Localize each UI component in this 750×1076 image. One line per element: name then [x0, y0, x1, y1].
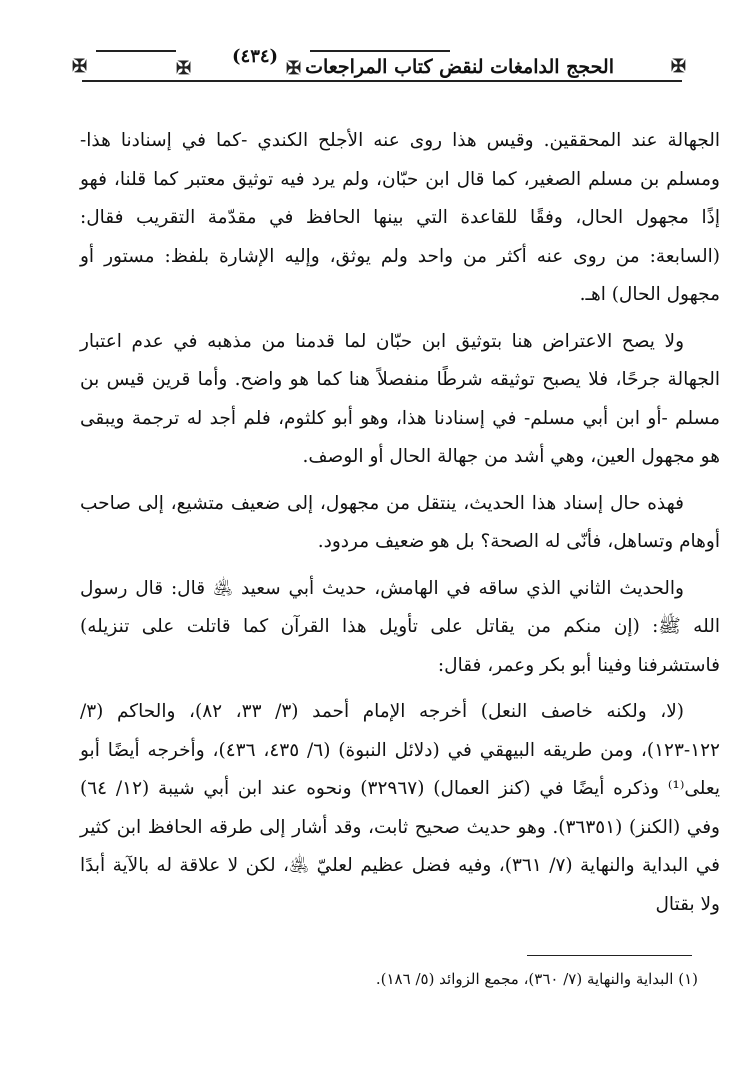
page-number: (٤٣٤) [232, 46, 279, 67]
paragraph-2: ولا يصح الاعتراض هنا بتوثيق ابن حبّان لما قدمنا من مذهبه في عدم اعتبار الجهالة جرحًا، فلا يصبح توثيقه شرطًا منفصلاً هنا كما هو واضح. وأما قرين قيس بن مسلم -أو ابن أبي مسلم- في إسنادنا هذا، وهو أبو كلثوم، فلم أجد له ترجمة ويبقى هو مجهول العين، وهي أشد من جهالة الحال أو الوصف. [80, 330, 720, 467]
footnote-separator [527, 955, 692, 956]
paragraph-5: (لا، ولكنه خاصف النعل) أخرجه الإمام أحمد (٣/ ٣٣، ٨٢)، والحاكم (٣/ ١٢٢-١٢٣)، ومن طريقه البيهقي في (دلائل النبوة) (٦/ ٤٣٥، ٤٣٦)، وأخرجه أيضًا أبو يعلى⁽¹⁾ وذكره أيضًا في (كنز العمال) (٣٢٩٦٧) ونحوه عند ابن أبي شيبة (١٢/ ٦٤) وفي (الكنز) (٣٦٣٥١). وهو حديث صحيح ثابت، وقد أشار إلى طرقه الحافظ ابن كثير في البداية والنهاية (٧/ ٣٦١)، وفيه فضل عظيم لعليّ ﵁، لكن لا علاقة له بالآية أبدًا ولا بقتال [80, 701, 720, 915]
running-title: الحجج الدامغات لنقض كتاب المراجعات [305, 56, 614, 78]
main-text [80, 122, 720, 924]
header-rule [82, 80, 682, 82]
page-number-ornament-right: ✠ [286, 58, 302, 79]
header-ornament-right: ✠ [670, 56, 686, 77]
header-ornament-left: ✠ [72, 56, 88, 77]
paragraph-4: والحديث الثاني الذي ساقه في الهامش، حديث أبي سعيد ﵁ قال: قال رسول الله ﷺ: (إن منكم من يقاتل على تأويل هذا القرآن كما قاتلت على تنزيله) فاستشرفنا وفينا أبو بكر وعمر، فقال: [80, 577, 720, 676]
header-frame-line-left [96, 50, 176, 72]
page-number-ornament-left: ✠ [176, 58, 192, 79]
page-header [72, 42, 692, 88]
paragraph-1: الجهالة عند المحققين. وقيس هذا روى عنه الأجلح الكندي -كما في إسنادنا هذا- ومسلم بن مسلم الصغير، كما قال ابن حبّان، ولم يرد فيه توثيق معتبر كما قلنا، فهو إذًا مجهول الحال، وفقًا للقاعدة التي بينها الحافظ في مقدّمة التقريب فقال: (السابعة: من روى عنه أكثر من واحد ولم يوثق، وإليه الإشارة بلفظ: مستور أو مجهول الحال) اهـ. [80, 130, 720, 305]
footnote: (١) البداية والنهاية (٧/ ٣٦٠)، مجمع الزوائد (٥/ ١٨٦). [375, 970, 698, 988]
paragraph-3: فهذه حال إسناد هذا الحديث، ينتقل من مجهول، إلى ضعيف متشيع، إلى صاحب أوهام وتساهل، فأنّى له الصحة؟ بل هو ضعيف مردود. [80, 492, 720, 552]
